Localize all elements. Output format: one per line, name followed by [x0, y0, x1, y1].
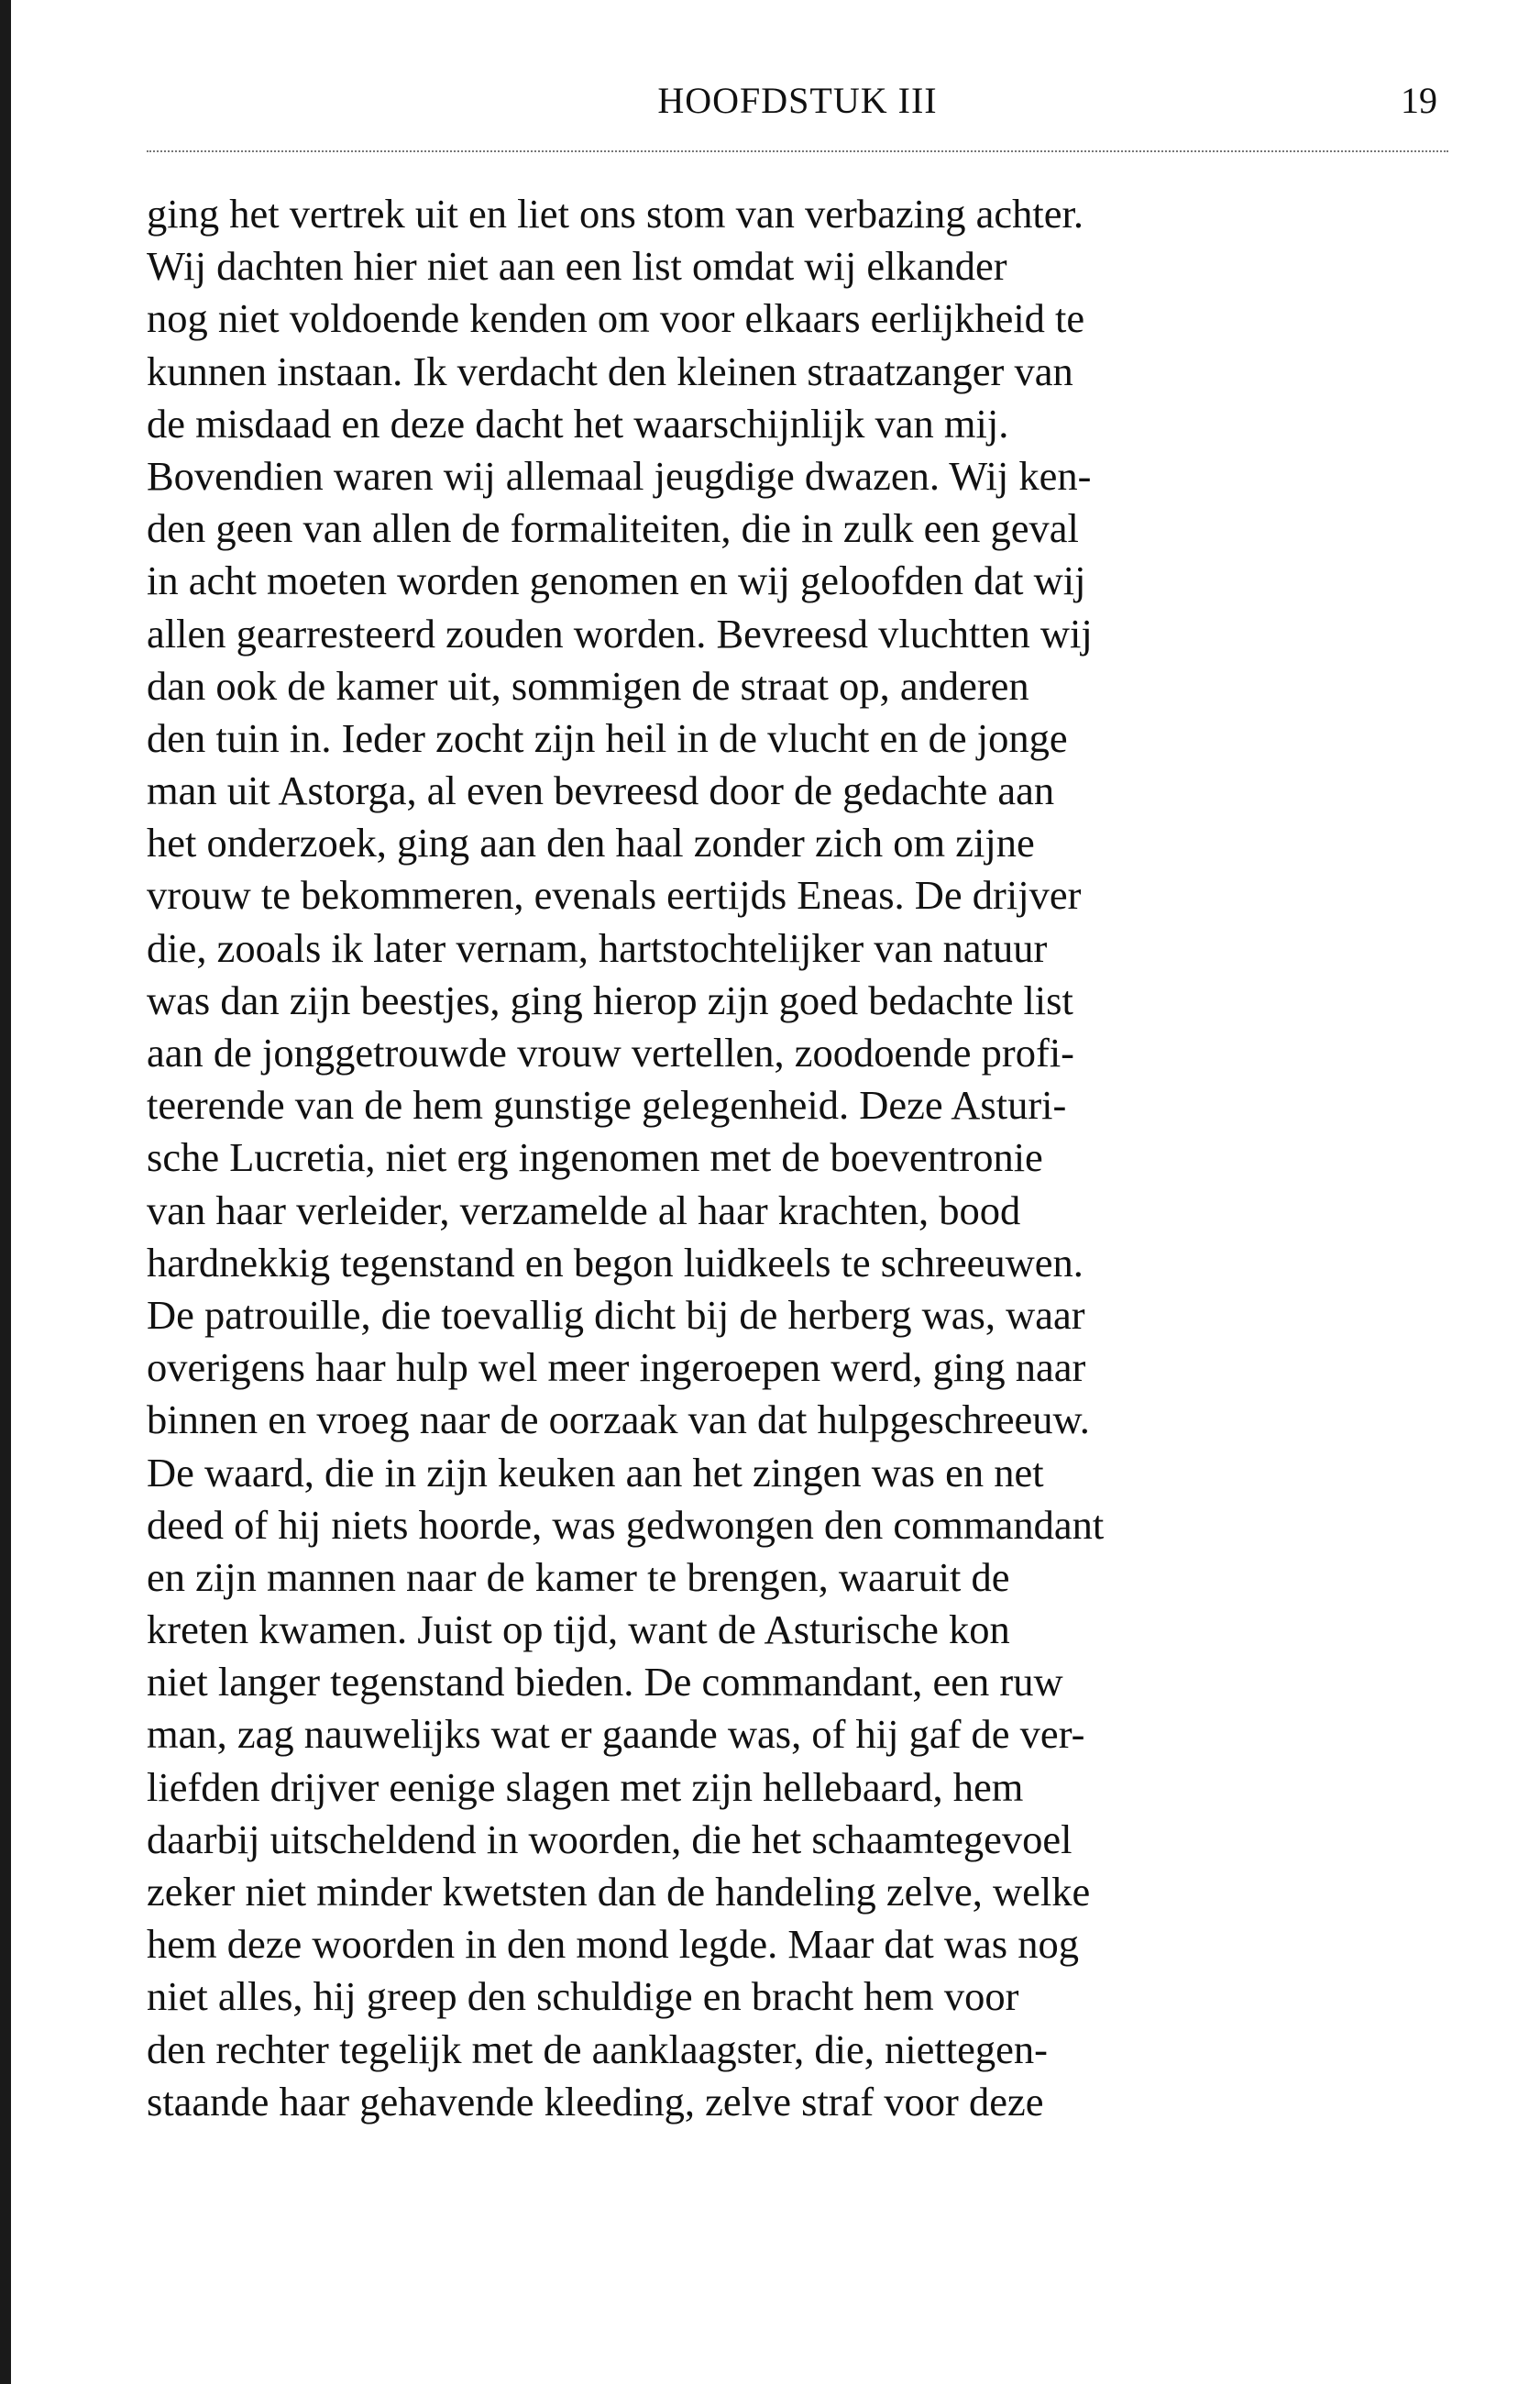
text-line: den tuin in. Ieder zocht zijn heil in de vlucht en de jonge [147, 714, 1068, 761]
text-line: ging het vertrek uit en liet ons stom van verbazing achter. [147, 191, 1084, 237]
text-line: kunnen instaan. Ik verdacht den kleinen straatzanger van [147, 348, 1073, 394]
text-line: sche Lucretia, niet erg ingenomen met de boeventronie [147, 1134, 1043, 1181]
text-line: Wij dachten hier niet aan een list omdat wij elkander [147, 243, 1007, 290]
header-rule [147, 150, 1448, 152]
text-line: man, zag nauwelijks wat er gaande was, of hij gaf de ver- [147, 1711, 1085, 1758]
text-line: man uit Astorga, al even bevreesd door de gedachte aan [147, 767, 1055, 814]
text-line: nog niet voldoende kenden om voor elkaars eerlijkheid te [147, 295, 1085, 342]
text-line: hem deze woorden in den mond legde. Maar dat was nog [147, 1921, 1080, 1968]
text-line: teerende van de hem gunstige gelegenheid. Deze Asturi- [147, 1082, 1067, 1129]
text-line: vrouw te bekommeren, evenals eertijds Eneas. De drijver [147, 872, 1082, 919]
page-header [147, 77, 1448, 132]
body-text [147, 188, 1448, 2128]
text-line: die, zooals ik later vernam, hartstochtelijker van natuur [147, 924, 1048, 971]
text-line: kreten kwamen. Juist op tijd, want de Asturische kon [147, 1606, 1010, 1653]
text-line: hardnekkig tegenstand en begon luidkeels te schreeuwen. [147, 1239, 1084, 1286]
text-line: van haar verleider, verzamelde al haar krachten, bood [147, 1186, 1021, 1233]
text-line: deed of hij niets hoorde, was gedwongen den commandant [147, 1501, 1105, 1548]
text-line: allen gearresteerd zouden worden. Bevreesd vluchtten wij [147, 610, 1093, 657]
text-line: en zijn mannen naar de kamer te brengen, waaruit de [147, 1553, 1010, 1600]
text-line: was dan zijn beestjes, ging hierop zijn goed bedachte list [147, 977, 1073, 1023]
text-line: Bovendien waren wij allemaal jeugdige dwazen. Wij ken- [147, 452, 1092, 499]
text-line: dan ook de kamer uit, sommigen de straat op, anderen [147, 662, 1029, 709]
text-line: niet alles, hij greep den schuldige en bracht hem voor [147, 1973, 1019, 2020]
text-line: liefden drijver eenige slagen met zijn hellebaard, hem [147, 1763, 1024, 1810]
text-line: staande haar gehavende kleeding, zelve straf voor deze [147, 2078, 1044, 2125]
text-line: binnen en vroeg naar de oorzaak van dat hulpgeschreeuw. [147, 1396, 1090, 1443]
text-line: de misdaad en deze dacht het waarschijnlijk van mij. [147, 400, 1009, 447]
running-head: HOOFDSTUK III [657, 80, 938, 121]
text-line: in acht moeten worden genomen en wij geloofden dat wij [147, 557, 1086, 604]
text-line: aan de jonggetrouwde vrouw vertellen, zoodoende profi- [147, 1030, 1075, 1076]
text-line: den geen van allen de formaliteiten, die in zulk een geval [147, 505, 1079, 552]
page-binding-edge [0, 0, 11, 2384]
text-line: niet langer tegenstand bieden. De commandant, een ruw [147, 1659, 1063, 1705]
text-line: De patrouille, die toevallig dicht bij de herberg was, waar [147, 1291, 1085, 1338]
text-line: De waard, die in zijn keuken aan het zingen was en net [147, 1449, 1044, 1496]
text-line: overigens haar hulp wel meer ingeroepen werd, ging naar [147, 1344, 1086, 1391]
text-line: het onderzoek, ging aan den haal zonder zich om zijne [147, 820, 1035, 866]
text-line: zeker niet minder kwetsten dan de handeling zelve, welke [147, 1869, 1091, 1915]
text-line: den rechter tegelijk met de aanklaagster, die, niettegen- [147, 2025, 1048, 2072]
page-number: 19 [1401, 80, 1437, 121]
text-line: daarbij uitscheldend in woorden, die het schaamtegevoel [147, 1816, 1072, 1862]
